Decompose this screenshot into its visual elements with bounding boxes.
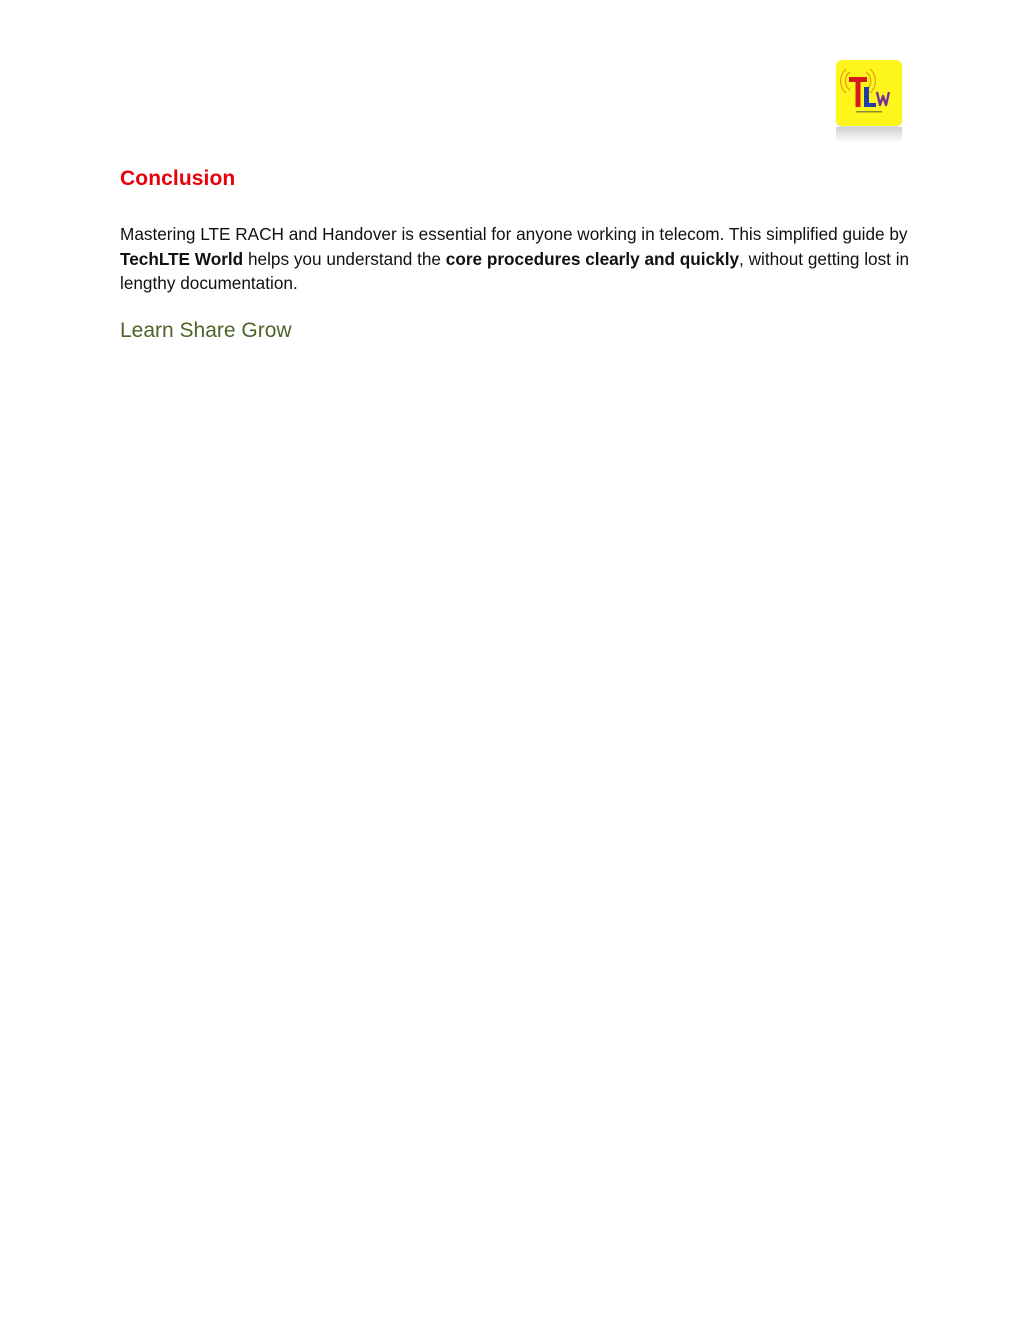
tagline: Learn Share Grow	[120, 319, 292, 342]
brand-name: TechLTE World	[120, 248, 244, 269]
logo-graphic	[836, 60, 902, 126]
paragraph-text-2: helps you understand the	[243, 248, 446, 269]
paragraph-text-3: , without getting lost in lengthy documentation.	[120, 248, 910, 293]
paragraph-text-1: Mastering LTE RACH and Handover is essential for anyone working in telecom. This simplified guide by	[120, 224, 908, 244]
section-heading: Conclusion	[120, 167, 236, 190]
logo-reflection	[836, 127, 902, 143]
emphasized-phrase: core procedures clearly and quickly	[445, 248, 740, 269]
techlte-world-logo	[836, 60, 902, 126]
conclusion-paragraph	[120, 222, 920, 296]
